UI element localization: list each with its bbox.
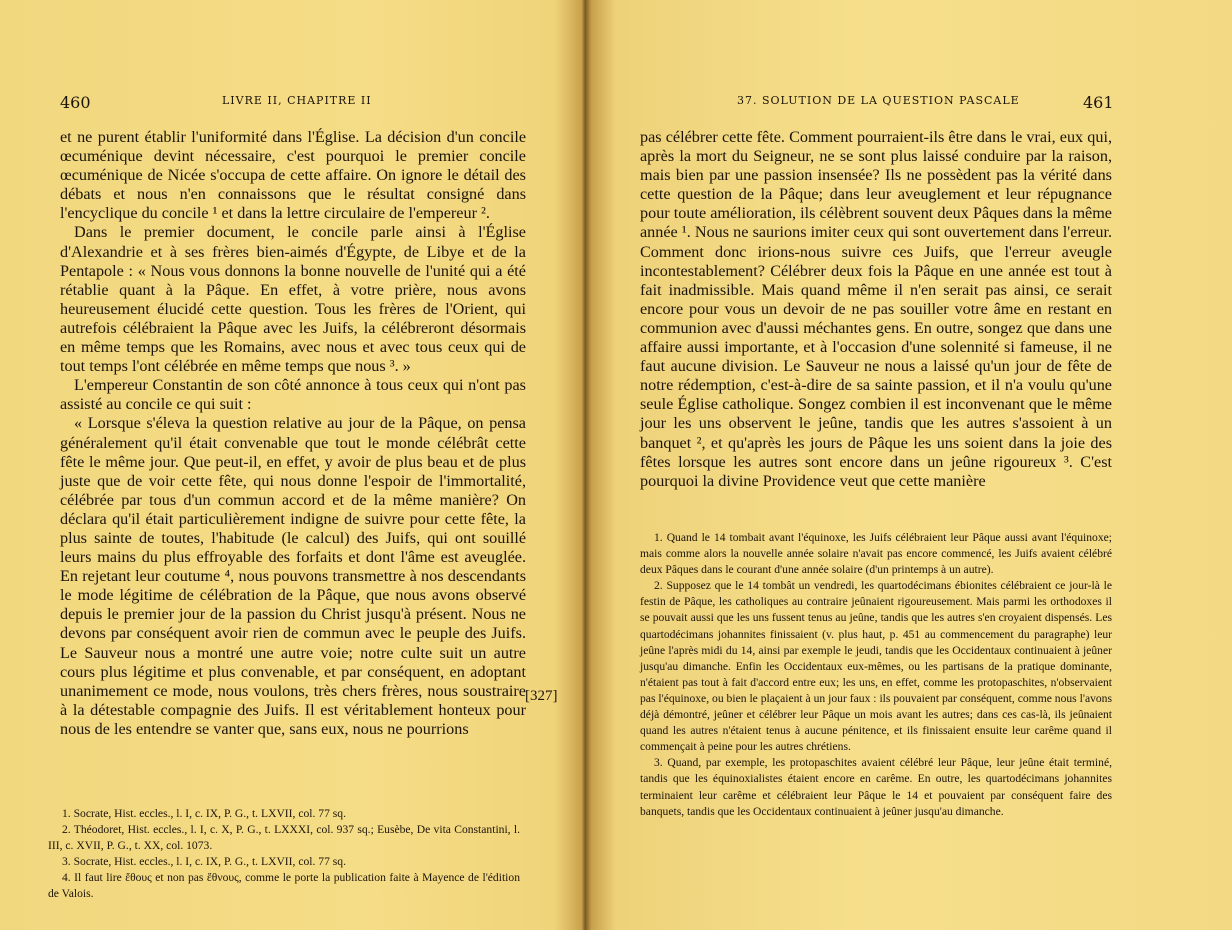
- paragraph: « Lorsque s'éleva la question relative au jour de la Pâque, on pensa généralement qu'il était convenable que tout le monde célébrât cette fête le même jour. Que peut-il, en effet, y avoir de plus beau et de plus juste que de voir cette fête, qui nous donne l'espoir de l'immortalité, célébrée par tous d'un commun accord et de la même manière? On déclara qu'il était particulièrement indigne de suivre pour cette fête, la plus sainte de toutes, l'habitude (le calcul) des Juifs, qui ont souillé leurs mains du plus effroyable des forfaits et dont l'âme est aveuglée. En rejetant leur coutume ⁴, nous pouvons transmettre à nos descendants le mode légitime de célébration de la Pâque, que nous avons observé depuis le premier jour de la passion du Christ jusqu'à présent. Nous ne devons par conséquent avoir rien de commun avec le peuple des Juifs. Le Sauveur nous a montré une autre voie; notre culte suit un autre cours plus légitime et plus convenable, et par conséquent, en adoptant unanimement ce mode, nous voulons, très chers frères, nous soustraire à la détestable compagnie des Juifs. Il est véritablement honteux pour nous de les entendre se vanter que, sans eux, nous ne pourrions: [60, 414, 526, 738]
- left-page: [0, 0, 585, 930]
- footnote: 3. Socrate, Hist. eccles., l. I, c. IX, P. G., t. LXVII, col. 77 sq.: [62, 855, 346, 869]
- page-number: 461: [1083, 93, 1114, 112]
- margin-reference: [327]: [525, 688, 558, 704]
- footnotes: [640, 530, 1112, 820]
- running-head: LIVRE II, CHAPITRE II: [222, 94, 372, 107]
- body-text: [60, 128, 526, 739]
- paragraph: et ne purent établir l'uniformité dans l'Église. La décision d'un concile œcuménique devint nécessaire, c'est pourquoi le premier concile œcuménique de Nicée s'occupa de cette affaire. On ignore le détail des débats et nous n'en connaissons que le résultat consigné dans l'encyclique du concile ¹ et dans la lettre circulaire de l'empereur ².: [60, 128, 526, 223]
- footnote: 1. Socrate, Hist. eccles., l. I, c. IX, P. G., t. LXVII, col. 77 sq.: [62, 807, 346, 820]
- right-page: [585, 0, 1232, 930]
- footnote: 2. Supposez que le 14 tombât un vendredi, les quartodécimans ébionites célébraient ce jour-là le festin de Pâque, les catholiques au contraire jeûnaient rigoureusement. Mais parmi les orthodoxes il se pouvait aussi que les uns fussent tenus au jeûne, tandis que les autres s'en croyaient dispensés. Les quartodécimans johannites finissaient (v. plus haut, p. 451 au commencement du paragraphe) leur jeûne l'après midi du 14, ainsi par exemple le jeudi, tandis que les Occidentaux continuaient à jeûner jusqu'au dimanche. Enfin les Occidentaux eux-mêmes, ou les partisans de la pratique dominante, n'étaient pas tout à fait d'accord entre eux; les uns, en effet, comme les protopaschites, n'observaient pas l'équinoxe, ou bien le plaçaient à un jour faux : ils pouvaient par conséquent, comme nous l'avons déjà démontré, jeûner et célébrer leur Pâque un mois avant les autres; dans ces cas-là, ils jeûnaient quand les autres n'étaient tenus à aucune pénitence, et ils finissaient ensuite leur carême quand il commençait à peine pour les autres chrétiens.: [640, 579, 1112, 754]
- footnote: 1. Quand le 14 tombait avant l'équinoxe, les Juifs célébraient leur Pâque aussi avant l'équinoxe; mais comme alors la nouvelle année solaire n'avait pas encore commencé, les Juifs avaient célébré deux Pâques dans le courant d'une année solaire (d'un printemps à un autre).: [640, 531, 1112, 577]
- paragraph: Dans le premier document, le concile parle ainsi à l'Église d'Alexandrie et à ses frères bien-aimés d'Égypte, de Libye et de la Pentapole : « Nous vous donnons la bonne nouvelle de l'unité qui a été rétablie quant à la Pâque. En effet, à votre prière, nous avons heureusement élucidé cette question. Tous les frères de l'Orient, qui autrefois célébraient la Pâque avec les Juifs, la célébreront désormais en même temps que les Romains, avec nous et avec tous ceux qui de tout temps l'ont célébrée en même temps que nous ³. »: [60, 223, 526, 376]
- footnotes: [48, 806, 520, 903]
- body-text: [640, 128, 1112, 491]
- footnote: 4. Il faut lire ἔθους et non pas ἔθνους, comme le porte la publication faite à Mayence de l'édition de Valois.: [48, 871, 520, 901]
- page-number: 460: [60, 93, 91, 112]
- footnote: 2. Théodoret, Hist. eccles., l. I, c. X, P. G., t. LXXXI, col. 937 sq.; Eusèbe, De vita Constantini, l. III, c. XVII, P. G., t. XX, col. 1073.: [48, 823, 520, 853]
- paragraph: L'empereur Constantin de son côté annonce à tous ceux qui n'ont pas assisté au concile ce qui suit :: [60, 376, 526, 414]
- footnote: 3. Quand, par exemple, les protopaschites avaient célébré leur Pâque, leur jeûne était terminé, tandis que les équinoxialistes étaient encore en carême. En outre, les quartodécimans johannites terminaient leur carême et célébraient leur Pâque le 14 et pouvaient par conséquent faire des banquets, tandis que les Occidentaux continuaient à jeûner jusqu'au dimanche.: [640, 756, 1112, 818]
- paragraph: pas célébrer cette fête. Comment pourraient-ils être dans le vrai, eux qui, après la mort du Seigneur, ne se sont plus laissé conduire par la raison, mais bien par une passion insensée? Ils ne possèdent pas la vérité dans cette question de la Pâque; dans leur aveuglement et leur répugnance pour toute amélioration, ils célèbrent souvent deux Pâques dans la même année ¹. Nous ne saurions imiter ceux qui sont ouvertement dans l'erreur. Comment donc irions-nous suivre ces Juifs, que l'erreur aveugle incontestablement? Célébrer deux fois la Pâque en une année est tout à fait inadmissible. Mais quand même il n'en serait pas ainsi, ce serait encore pour vous un devoir de ne pas souiller votre âme en restant en communion avec d'aussi méchantes gens. En outre, songez que dans une affaire aussi importante, et à l'occasion d'une solennité si fameuse, il ne faut aucune division. Le Sauveur ne nous a laissé qu'un jour de fête de notre rédemption, c'est-à-dire de sa sainte passion, et il n'a voulu qu'une seule Église catholique. Songez combien il est inconvenant que le même jour les uns observent le jeûne, tandis que les autres s'assoient à un banquet ², et qu'après les jours de Pâque les uns soient dans la joie des fêtes lorsque les autres sont encore dans un jeûne rigoureux ³. C'est pourquoi la divine Providence veut que cette manière: [640, 128, 1112, 490]
- running-head: 37. SOLUTION DE LA QUESTION PASCALE: [737, 94, 1020, 107]
